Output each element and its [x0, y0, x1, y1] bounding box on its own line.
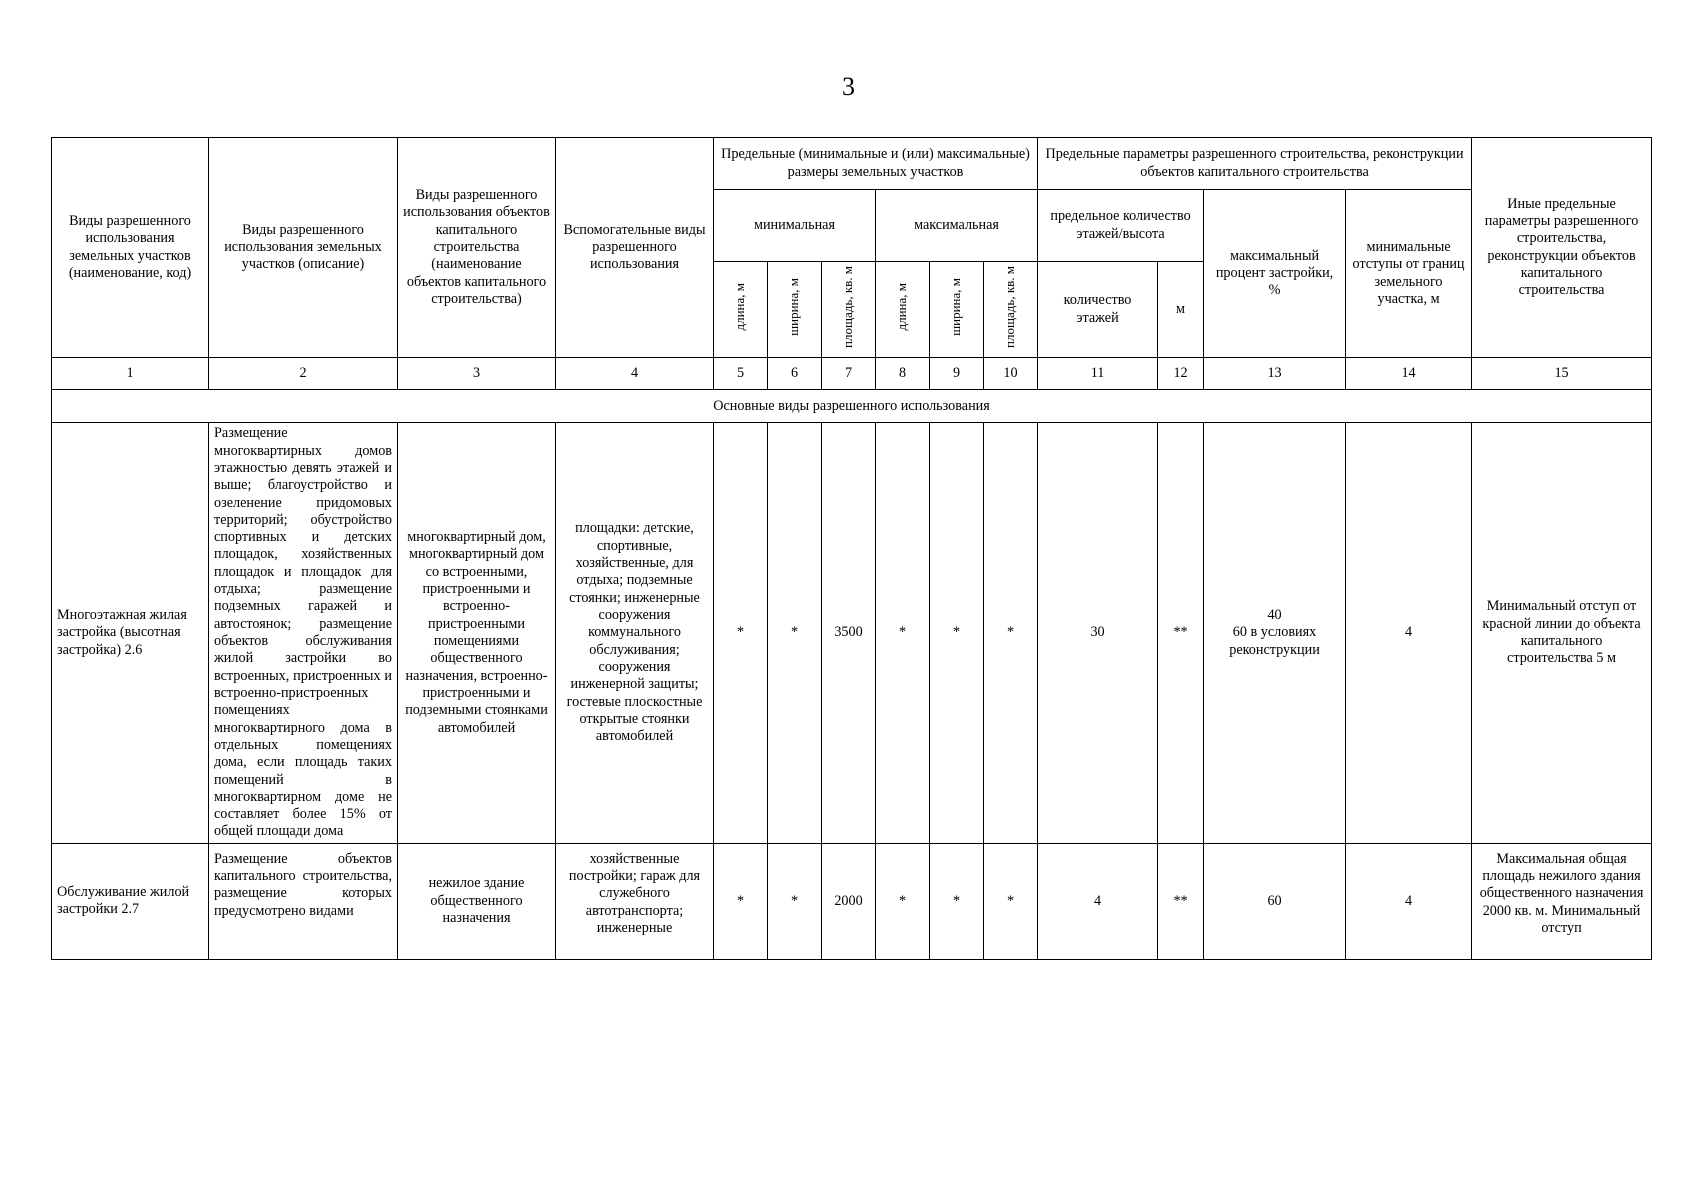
min-length: *	[714, 843, 768, 959]
capital-objects: многоквартирный дом, многоквартирный дом со встроенными, пристроенными и встроенно-пристроенными помещениями общественного назначения, встроенно-пристроенными и подземными стоянками автомобилей	[398, 423, 556, 844]
land-use-name: Многоэтажная жилая застройка (высотная застройка) 2.6	[52, 423, 209, 844]
auxiliary-uses: площадки: детские, спортивные, хозяйственные, для отдыха; подземные стоянки; инженерные сооружения коммунального обслуживания; сооружения инженерной защиты; гостевые плоскостные открытые стоянки автомобилей	[556, 423, 714, 844]
header-max-width: ширина, м	[930, 262, 984, 358]
column-number: 8	[876, 358, 930, 390]
header-land-plot-sizes: Предельные (минимальные и (или) максимальные) размеры земельных участков	[714, 138, 1038, 190]
land-use-description: Размещение объектов капитального строительства, размещение которых предусмотрено видами	[209, 843, 398, 959]
column-number: 10	[984, 358, 1038, 390]
max-width: *	[930, 423, 984, 844]
column-number: 3	[398, 358, 556, 390]
header-max-build-percent: максимальный процент застройки, %	[1204, 190, 1346, 358]
min-setback: 4	[1346, 843, 1472, 959]
max-build-percent-value: 40	[1267, 607, 1282, 624]
table-row	[52, 423, 1652, 844]
column-number: 15	[1472, 358, 1652, 390]
column-number: 9	[930, 358, 984, 390]
header-height-m: м	[1158, 262, 1204, 358]
page-number: 3	[842, 72, 855, 101]
column-number: 12	[1158, 358, 1204, 390]
other-parameters: Максимальная общая площадь нежилого здания общественного назначения 2000 кв. м. Минимальный отступ	[1472, 843, 1652, 959]
header-land-use-name: Виды разрешенного использования земельных участков (наименование, код)	[52, 138, 209, 358]
land-use-name: Обслуживание жилой застройки 2.7	[52, 843, 209, 959]
land-use-description: Размещение многоквартирных домов этажностью девять этажей и выше; благоустройство и озеленение придомовых территорий; обустройство спортивных и детских площадок, хозяйственных площадок и площадок для отдыха; размещение подземных гаражей и автостоянок; размещение объектов обслуживания жилой застройки во встроенных, пристроенных и встроенно-пристроенных помещениях многоквартирного дома в отдельных помещениях дома, если площадь таких помещений в многоквартирном доме не составляет более 15% от общей площади дома	[209, 423, 398, 844]
max-area: *	[984, 423, 1038, 844]
max-length: *	[876, 423, 930, 844]
column-number: 13	[1204, 358, 1346, 390]
table-row	[52, 843, 1652, 959]
max-area: *	[984, 843, 1038, 959]
header-maximal: максимальная	[876, 190, 1038, 262]
max-build-percent	[1204, 423, 1346, 844]
header-auxiliary-uses: Вспомогательные виды разрешенного использования	[556, 138, 714, 358]
column-number: 1	[52, 358, 209, 390]
min-area: 3500	[822, 423, 876, 844]
min-setback: 4	[1346, 423, 1472, 844]
floors-count: 4	[1038, 843, 1158, 959]
header-construction-parameters: Предельные параметры разрешенного строительства, реконструкции объектов капитального строительства	[1038, 138, 1472, 190]
height-m: **	[1158, 423, 1204, 844]
header-minimal: минимальная	[714, 190, 876, 262]
zoning-parameters-table	[51, 137, 1652, 960]
other-parameters: Минимальный отступ от красной линии до объекта капитального строительства 5 м	[1472, 423, 1652, 844]
header-max-area: площадь, кв. м	[984, 262, 1038, 358]
auxiliary-uses: хозяйственные постройки; гараж для служебного автотранспорта; инженерные	[556, 843, 714, 959]
min-length: *	[714, 423, 768, 844]
min-area: 2000	[822, 843, 876, 959]
capital-objects: нежилое здание общественного назначения	[398, 843, 556, 959]
min-width: *	[768, 423, 822, 844]
column-number: 5	[714, 358, 768, 390]
column-number: 4	[556, 358, 714, 390]
column-number: 7	[822, 358, 876, 390]
header-capital-objects: Виды разрешенного использования объектов капитального строительства (наименование объектов капитального строительства)	[398, 138, 556, 358]
header-min-setback: минимальные отступы от границ земельного участка, м	[1346, 190, 1472, 358]
column-number: 14	[1346, 358, 1472, 390]
min-width: *	[768, 843, 822, 959]
header-floors-count: количество этажей	[1038, 262, 1158, 358]
header-min-area: площадь, кв. м	[822, 262, 876, 358]
header-min-length: длина, м	[714, 262, 768, 358]
height-m: **	[1158, 843, 1204, 959]
header-floors-height: предельное количество этажей/высота	[1038, 190, 1204, 262]
header-min-width: ширина, м	[768, 262, 822, 358]
column-numbers-row	[52, 358, 1652, 390]
header-land-use-description: Виды разрешенного использования земельных участков (описание)	[209, 138, 398, 358]
column-number: 6	[768, 358, 822, 390]
max-length: *	[876, 843, 930, 959]
column-number: 11	[1038, 358, 1158, 390]
max-build-percent-reconstruction: 60 в условиях реконструкции	[1229, 624, 1320, 658]
section-title: Основные виды разрешенного использования	[52, 390, 1652, 423]
header-max-length: длина, м	[876, 262, 930, 358]
column-number: 2	[209, 358, 398, 390]
floors-count: 30	[1038, 423, 1158, 844]
max-build-percent: 60	[1204, 843, 1346, 959]
max-width: *	[930, 843, 984, 959]
header-other-parameters: Иные предельные параметры разрешенного строительства, реконструкции объектов капитального строительства	[1472, 138, 1652, 358]
